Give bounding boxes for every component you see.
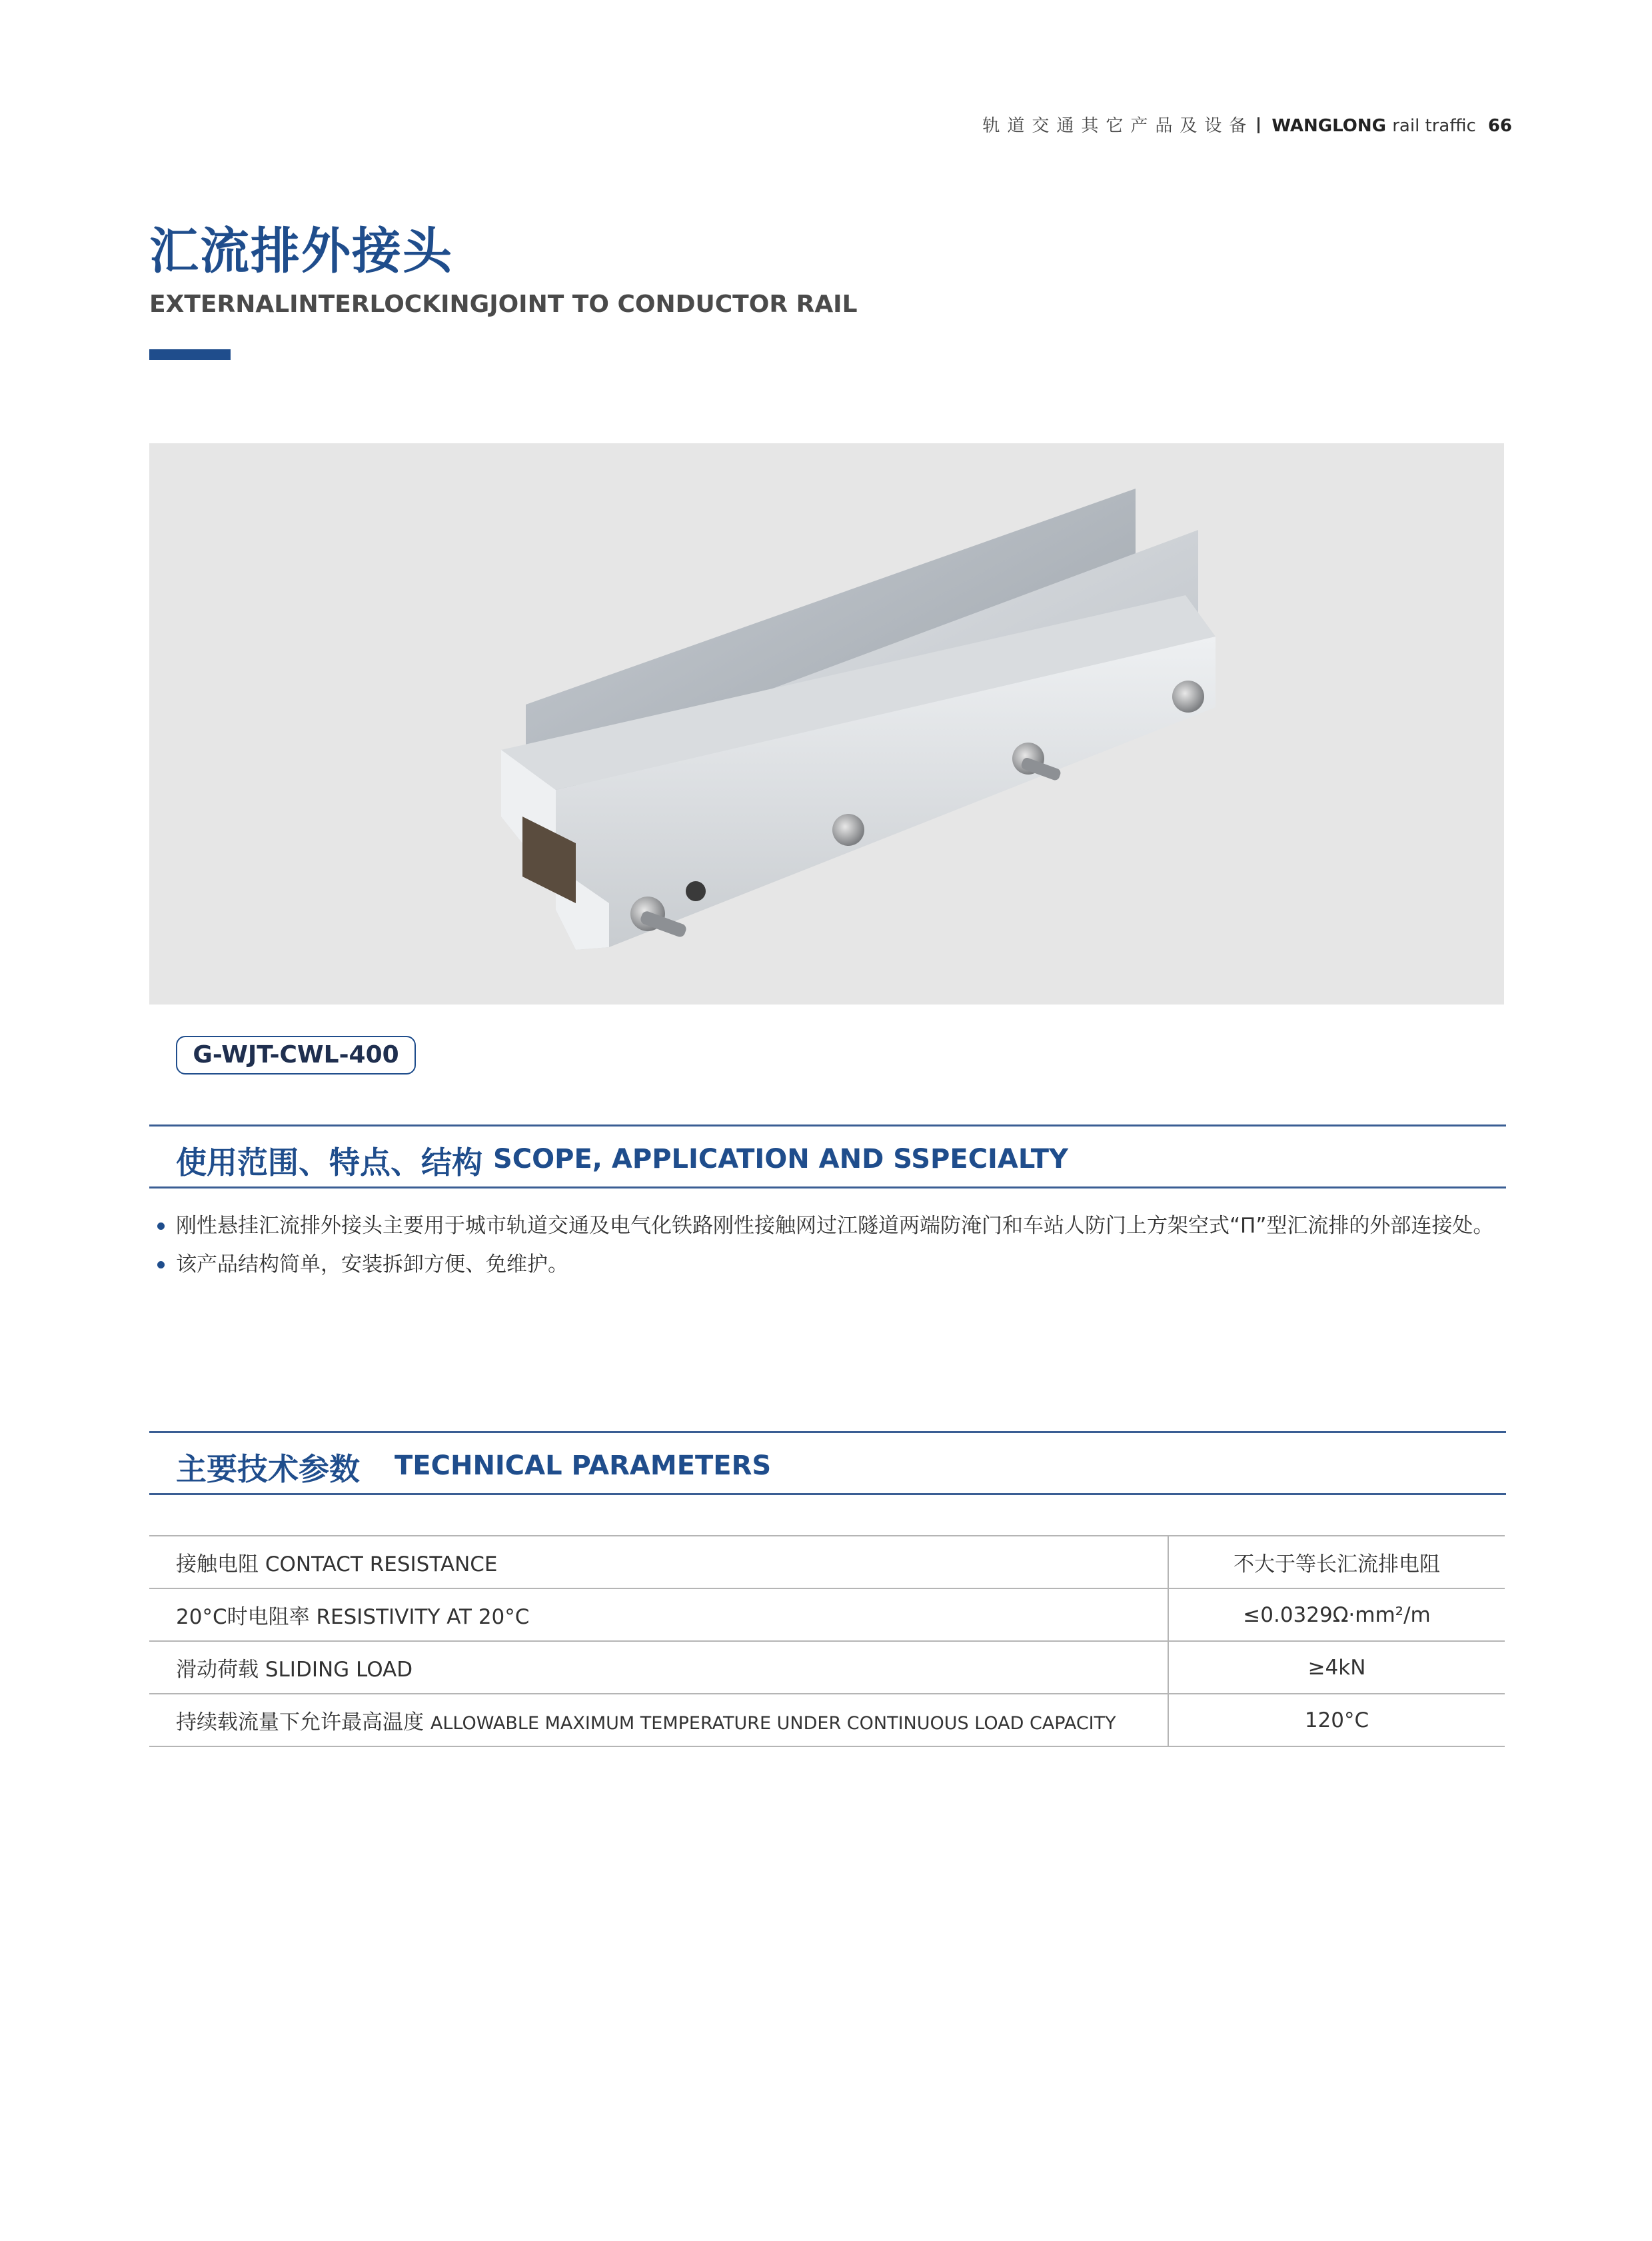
scope-heading-en: SCOPE, APPLICATION AND SSPECIALTY	[493, 1144, 1069, 1174]
joint-illustration	[149, 443, 1504, 1005]
param-name	[149, 1588, 1168, 1641]
product-photo	[149, 443, 1504, 1005]
page-header	[982, 112, 1512, 137]
param-value: ≥4kN	[1168, 1641, 1505, 1694]
header-separator	[1257, 117, 1259, 133]
page-title-cn: 汇流排外接头	[149, 223, 453, 280]
table-row	[149, 1641, 1505, 1694]
param-name-cn: 滑动荷载	[176, 1658, 259, 1682]
tech-parameters-table	[149, 1535, 1505, 1747]
param-name-en: CONTACT RESISTANCE	[265, 1552, 498, 1576]
header-category: 轨道交通其它产品及设备	[982, 116, 1254, 136]
scope-heading-cn: 使用范围、特点、结构	[176, 1144, 482, 1180]
param-name	[149, 1694, 1168, 1746]
param-name	[149, 1641, 1168, 1694]
tech-heading-cn: 主要技术参数	[176, 1451, 360, 1487]
param-value: 不大于等长汇流排电阻	[1168, 1536, 1505, 1588]
product-model-badge: G-WJT-CWL-400	[176, 1036, 416, 1075]
param-name-cn: 20°C时电阻率	[176, 1605, 310, 1629]
header-brand: WANGLONG	[1271, 116, 1386, 136]
param-name-cn: 持续载流量下允许最高温度	[176, 1710, 424, 1734]
param-name-cn: 接触电阻	[176, 1552, 259, 1576]
param-name-en: SLIDING LOAD	[265, 1658, 413, 1682]
param-name	[149, 1536, 1168, 1588]
table-row	[149, 1536, 1505, 1588]
header-brand-suffix: rail traffic	[1392, 116, 1476, 136]
tech-section-heading	[149, 1431, 1506, 1495]
table-row	[149, 1588, 1505, 1641]
scope-bullet-list	[157, 1206, 1510, 1284]
param-value: ≤0.0329Ω·mm²/m	[1168, 1588, 1505, 1641]
scope-section-heading	[149, 1124, 1506, 1188]
param-name-en: ALLOWABLE MAXIMUM TEMPERATURE UNDER CONTINUOUS LOAD CAPACITY	[430, 1713, 1116, 1734]
page-number: 66	[1487, 116, 1512, 136]
scope-bullet: 该产品结构简单，安装拆卸方便、免维护。	[157, 1245, 1510, 1284]
param-value: 120°C	[1168, 1694, 1505, 1746]
param-name-en: RESISTIVITY AT 20°C	[316, 1605, 530, 1629]
page-title-en: EXTERNALINTERLOCKINGJOINT TO CONDUCTOR RAIL	[149, 291, 858, 318]
scope-bullet: 刚性悬挂汇流排外接头主要用于城市轨道交通及电气化铁路刚性接触网过江隧道两端防淹门和车站人防门上方架空式“Π”型汇流排的外部连接处。	[157, 1206, 1510, 1245]
table-row	[149, 1694, 1505, 1746]
tech-heading-en: TECHNICAL PARAMETERS	[395, 1450, 772, 1481]
title-accent-bar	[149, 349, 231, 360]
